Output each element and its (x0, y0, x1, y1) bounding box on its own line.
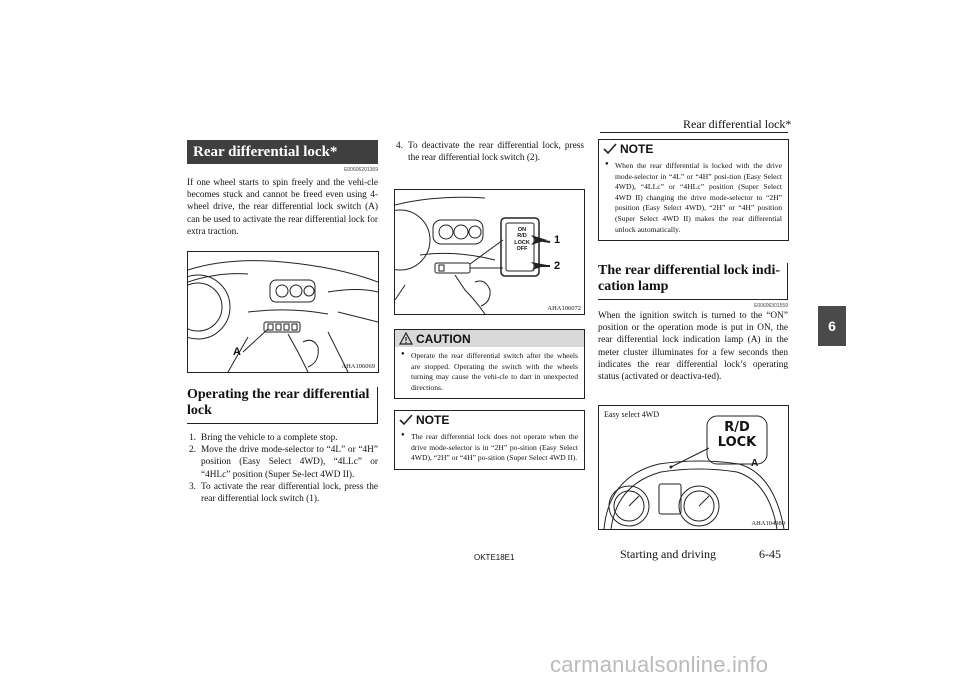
switch-illustration (395, 190, 584, 314)
footer-section-name: Starting and driving (620, 547, 716, 561)
figure-code: AHA104980 (751, 520, 785, 527)
callout-a: A (233, 346, 241, 358)
note-box (394, 410, 585, 470)
note-text: The rear differential lock does not operate when the drive mode-selector is in “2H” po-sition (Easy Select 4WD), “2H” or “4H” po-sition (Super Select 4WD II). (411, 432, 578, 463)
section-heading: The rear differential lock indi-cation lamp (598, 263, 788, 300)
dashboard-illustration (188, 252, 378, 372)
indication-lamp-section (598, 263, 788, 383)
intro-paragraph: If one wheel starts to spin freely and the vehi-cle becomes stuck and cannot be freed even using 4-wheel drive, the rear differential lock switch (A) can be used to activate the rear differential lock for extra traction. (187, 178, 378, 237)
bullet-icon: ● (401, 432, 405, 438)
note-title: NOTE (620, 141, 654, 156)
note-header (395, 411, 584, 428)
section-code: E00606201369 (344, 167, 378, 173)
checkmark-icon (603, 143, 617, 155)
section-heading: Operating the rear differential lock (187, 387, 378, 424)
column-1 (187, 140, 378, 238)
steps-list-continued (394, 140, 584, 164)
caution-box (394, 329, 585, 399)
bullet-icon: ● (401, 351, 405, 357)
warning-triangle-icon (399, 332, 413, 345)
callout-1: 1 (554, 234, 561, 246)
checkmark-icon (399, 414, 413, 426)
caution-text: Operate the rear differential switch after the wheels are stopped. Operating the switch with the wheels turning may cause the vehi-cle to dart in unexpected directions. (411, 351, 578, 392)
note-box (598, 139, 789, 241)
watermark: carmanualsonline.info (550, 652, 769, 677)
note-body (395, 428, 584, 469)
list-item: 3. To activate the rear differential lock, press the rear differential lock switch (1). (189, 481, 378, 505)
header-rule (600, 132, 788, 133)
callout-2: 2 (554, 260, 561, 272)
note-body (599, 157, 788, 240)
bullet-icon: ● (605, 161, 609, 167)
running-head: Rear differential lock* (683, 117, 792, 131)
note-text: When the rear differential is locked with the drive mode-selector in “4L” or “4H” posi-tion (Easy Select 4WD), “4LLc” or “4HLc” position (Super Select 4WD II) changing the drive mode-selector to “2H” position (Easy Select 4WD), “2H” or “4H” position (Super Select 4WD II) makes the rear differential unlock automatically. (615, 161, 782, 234)
rd-lock-lamp: R/D LOCK (717, 420, 757, 450)
callout-a: A (751, 458, 759, 469)
column-2 (394, 140, 584, 164)
steps-list (187, 432, 378, 505)
lamp-paragraph: When the ignition switch is turned to the “ON” position or the operation mode is put in ON, the rear differential lock indication lamp (A) in the meter cluster illuminates for a few seconds then indicates the rear differential lock’s operating status (activated or deactiva-ted). (598, 311, 788, 383)
document-code: OKTE18E1 (474, 553, 515, 562)
figure-code: AHA106072 (547, 305, 581, 312)
list-item: 1. Bring the vehicle to a complete stop. (189, 433, 338, 443)
list-item: 4. To deactivate the rear differential lock, press the rear differential lock switch (2). (396, 141, 584, 164)
figure-code: AHA106069 (341, 363, 375, 370)
figure-switch-detail (394, 189, 585, 315)
section-code: E00606301559 (754, 303, 788, 309)
list-item: 2. Move the drive mode-selector to “4L” or “4H” position (Easy Select 4WD), “4LLc” or “4HLc” position (Super Se-lect 4WD II). (189, 445, 378, 480)
figure-switch-location (187, 251, 379, 373)
note-header (599, 140, 788, 157)
page-number: 6-45 (759, 547, 781, 561)
switch-label: ON R/D LOCK OFF (514, 227, 530, 253)
caution-header (395, 330, 584, 347)
note-title: NOTE (416, 412, 450, 427)
chapter-tab[interactable]: 6 (818, 306, 846, 346)
caution-title: CAUTION (416, 331, 471, 346)
caution-body (395, 347, 584, 398)
figure-caption: Easy select 4WD (604, 410, 660, 419)
operating-section (187, 387, 378, 505)
figure-meter-cluster (598, 405, 789, 530)
page-title: Rear differential lock* (187, 140, 378, 164)
